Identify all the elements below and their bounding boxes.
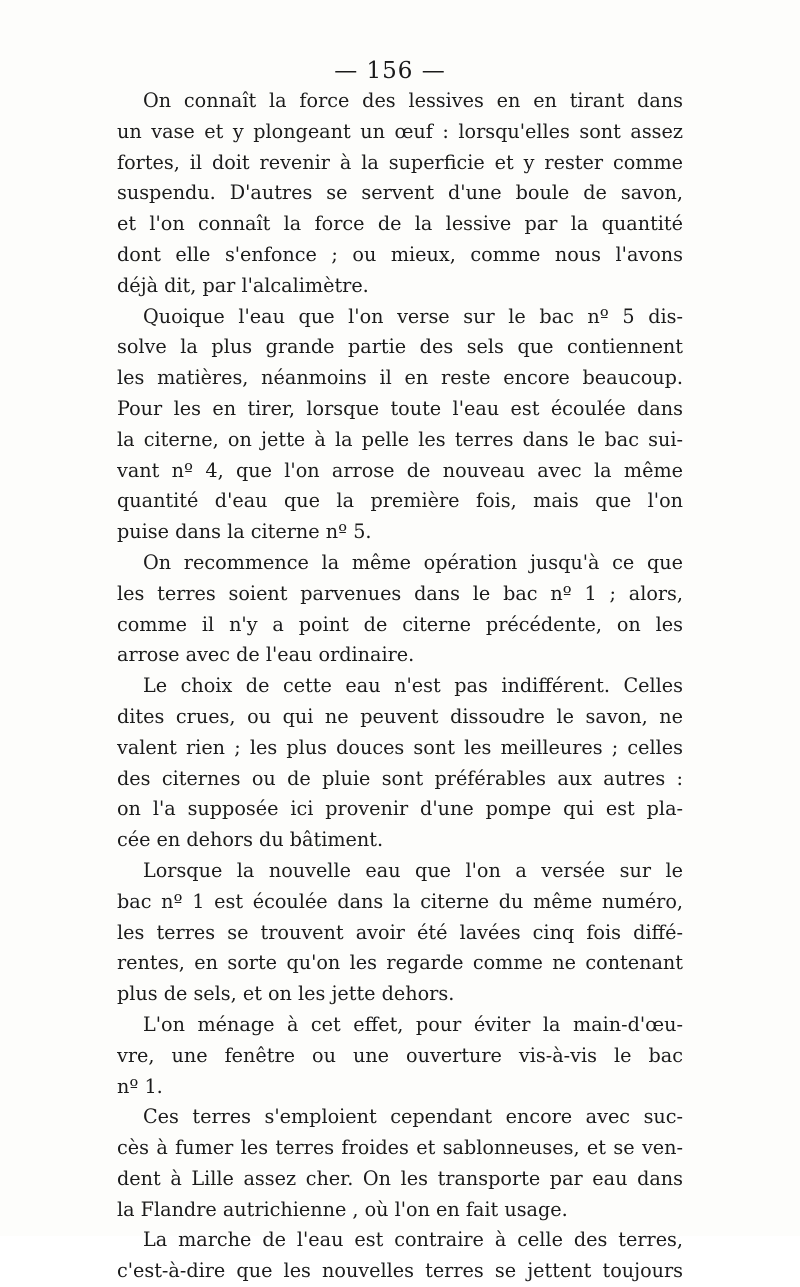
text-line: valent rien ; les plus douces sont les meilleures ; celles — [117, 735, 683, 759]
text-line: la citerne, on jette à la pelle les terres dans le bac sui- — [117, 427, 683, 451]
text-line: dent à Lille assez cher. On les transporte par eau dans — [117, 1166, 683, 1190]
text-line: les terres soient parvenues dans le bac nº 1 ; alors, — [117, 581, 683, 605]
text-line: bac nº 1 est écoulée dans la citerne du même numéro, — [117, 889, 683, 913]
text-line: cès à fumer les terres froides et sablonneuses, et se ven- — [117, 1136, 683, 1160]
text-line: rentes, en sorte qu'on les regarde comme ne contenant — [117, 951, 683, 975]
text-line: la Flandre autrichienne , où l'on en fait usage. — [117, 1197, 568, 1221]
text-line: Le choix de cette eau n'est pas indifférent. Celles — [143, 674, 683, 698]
text-line: vant nº 4, que l'on arrose de nouveau avec la même — [117, 458, 683, 482]
text-line: les matières, néanmoins il en reste encore beaucoup. — [117, 366, 683, 390]
text-line: fortes, il doit revenir à la superficie et y rester comme — [117, 150, 683, 174]
text-line: dites crues, ou qui ne peuvent dissoudre le savon, ne — [117, 704, 683, 728]
text-line: des citernes ou de pluie sont préférables aux autres : — [117, 766, 683, 790]
text-line: les terres se trouvent avoir été lavées cinq fois diffé- — [117, 920, 683, 944]
text-line: cée en dehors du bâtiment. — [117, 828, 384, 852]
text-line: La marche de l'eau est contraire à celle des terres, — [143, 1228, 683, 1252]
text-line: Pour les en tirer, lorsque toute l'eau est écoulée dans — [117, 396, 683, 420]
text-line: Quoique l'eau que l'on verse sur le bac nº 5 dis- — [143, 304, 683, 328]
text-line: Lorsque la nouvelle eau que l'on a versée sur le — [143, 858, 683, 882]
text-line: dont elle s'enfonce ; ou mieux, comme nous l'avons — [117, 242, 683, 266]
text-line: suspendu. D'autres se servent d'une boule de savon, — [117, 181, 683, 205]
text-line: On recommence la même opération jusqu'à ce que — [143, 550, 683, 574]
text-line: on l'a supposée ici provenir d'une pompe qui est pla- — [117, 797, 683, 821]
text-line: plus de sels, et on les jette dehors. — [117, 982, 455, 1006]
page-number: — 156 — — [334, 58, 446, 84]
text-line: solve la plus grande partie des sels que contiennent — [117, 335, 683, 359]
text-line: un vase et y plongeant un œuf : lorsqu'elles sont assez — [117, 119, 683, 143]
text-line: quantité d'eau que la première fois, mais que l'on — [117, 489, 683, 513]
text-line: c'est-à-dire que les nouvelles terres se jettent toujours — [117, 1259, 683, 1283]
text-line: On connaît la force des lessives en en tirant dans — [143, 89, 683, 112]
body-text — [117, 86, 683, 1287]
text-line: nº 1. — [117, 1074, 163, 1098]
text-line: puise dans la citerne nº 5. — [117, 520, 372, 544]
text-line: arrose avec de l'eau ordinaire. — [117, 643, 415, 667]
text-line: et l'on connaît la force de la lessive par la quantité — [117, 212, 683, 236]
text-line: déjà dit, par l'alcalimètre. — [117, 273, 369, 297]
text-line: L'on ménage à cet effet, pour éviter la main-d'œu- — [143, 1012, 683, 1036]
text-line: Ces terres s'emploient cependant encore avec suc- — [143, 1105, 683, 1129]
text-line: vre, une fenêtre ou une ouverture vis-à-vis le bac — [117, 1043, 683, 1067]
text-line: comme il n'y a point de citerne précédente, on les — [117, 612, 683, 636]
